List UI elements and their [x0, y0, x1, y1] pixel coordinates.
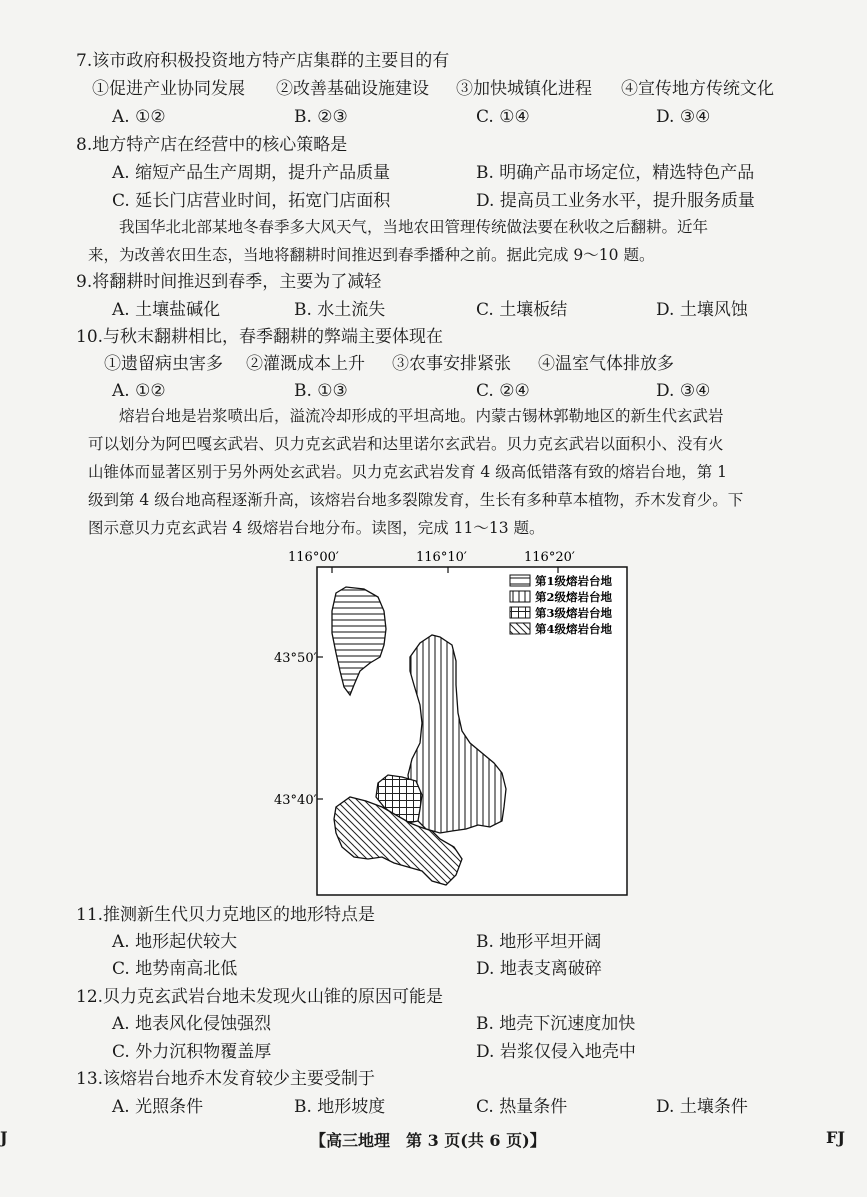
- q12-option-b: B. 地壳下沉速度加快: [476, 1014, 636, 1034]
- legend-swatch-level-2: [510, 591, 530, 602]
- q9-stem: 9.将翻耕时间推迟到春季，主要为了减轻: [76, 272, 382, 292]
- legend-label-level-2: 第2级熔岩台地: [535, 590, 613, 604]
- q7-option-b: B. ②③: [294, 107, 348, 127]
- legend-label-level-4: 第4级熔岩台地: [535, 622, 613, 636]
- footer-left-mark: J: [0, 1128, 8, 1147]
- q10-item-1: ①遗留病虫害多: [104, 354, 223, 374]
- q8-option-c: C. 延长门店营业时间，拓宽门店面积: [112, 191, 391, 211]
- passage-line: 山锥体而显著区别于另外两处玄武岩。贝力克玄武岩发育 4 级高低错落有致的熔岩台地，第 1: [88, 463, 728, 481]
- passage-line: 熔岩台地是岩浆喷出后，溢流冷却形成的平坦高地。内蒙古锡林郭勒地区的新生代玄武岩: [119, 407, 724, 425]
- q7-option-c: C. ①④: [476, 107, 530, 127]
- q9-option-d: D. 土壤风蚀: [656, 300, 748, 320]
- q7-option-d: D. ③④: [656, 107, 711, 127]
- q8-stem: 8.地方特产店在经营中的核心策略是: [76, 135, 348, 155]
- q11-option-c: C. 地势南高北低: [112, 959, 238, 979]
- passage-9-10: [88, 213, 788, 269]
- lat-label-1: 43°50′: [274, 651, 317, 666]
- legend-label-level-1: 第1级熔岩台地: [535, 574, 613, 588]
- legend-swatch-level-4: [510, 623, 530, 634]
- q8-option-a: A. 缩短产品生产周期，提升产品质量: [112, 163, 391, 183]
- q13-option-a: A. 光照条件: [112, 1097, 204, 1117]
- q9-option-a: A. 土壤盐碱化: [112, 300, 221, 320]
- q11-option-d: D. 地表支离破碎: [476, 959, 602, 979]
- q12-stem: 12.贝力克玄武岩台地未发现火山锥的原因可能是: [76, 987, 444, 1007]
- q10-stem: 10.与秋末翻耕相比，春季翻耕的弊端主要体现在: [76, 327, 444, 347]
- q10-option-c: C. ②④: [476, 381, 530, 401]
- lon-label-3: 116°20′: [524, 550, 575, 565]
- footer-right-mark: FJ: [826, 1128, 845, 1147]
- passage-line: 级到第 4 级台地高程逐渐升高，该熔岩台地多裂隙发育，生长有多种草本植物，乔木发育少。下: [88, 491, 744, 509]
- q10-option-d: D. ③④: [656, 381, 711, 401]
- q7-item-4: ④宣传地方传统文化: [621, 79, 774, 99]
- q12-option-c: C. 外力沉积物覆盖厚: [112, 1042, 272, 1062]
- q7-item-2: ②改善基础设施建设: [276, 79, 429, 99]
- q10-item-4: ④温室气体排放多: [538, 354, 674, 374]
- q11-option-b: B. 地形平坦开阔: [476, 932, 602, 952]
- q9-option-c: C. 土壤板结: [476, 300, 568, 320]
- q10-item-2: ②灌溉成本上升: [246, 354, 365, 374]
- q11-stem: 11.推测新生代贝力克地区的地形特点是: [76, 905, 376, 925]
- passage-line: 可以划分为阿巴嘎玄武岩、贝力克玄武岩和达里诺尔玄武岩。贝力克玄武岩以面积小、没有火: [88, 435, 724, 453]
- q10-option-a: A. ①②: [112, 381, 166, 401]
- q9-option-b: B. 水土流失: [294, 300, 386, 320]
- legend-label-level-3: 第3级熔岩台地: [535, 606, 613, 620]
- passage-line: 我国华北北部某地冬春季多大风天气，当地农田管理传统做法要在秋收之后翻耕。近年: [119, 218, 709, 236]
- legend-swatch-level-1: [510, 575, 530, 586]
- q13-option-b: B. 地形坡度: [294, 1097, 386, 1117]
- q7-stem: 7.该市政府积极投资地方特产店集群的主要目的有: [76, 51, 450, 71]
- q11-option-a: A. 地形起伏较大: [112, 932, 238, 952]
- q12-option-a: A. 地表风化侵蚀强烈: [112, 1014, 272, 1034]
- q7-item-1: ①促进产业协同发展: [92, 79, 245, 99]
- legend-swatch-level-3: [510, 607, 530, 618]
- q7-option-a: A. ①②: [112, 107, 166, 127]
- q12-option-d: D. 岩浆仅侵入地壳中: [476, 1042, 636, 1062]
- q10-option-b: B. ①③: [294, 381, 348, 401]
- lava-platform-map: [270, 545, 630, 900]
- q13-stem: 13.该熔岩台地乔木发育较少主要受制于: [76, 1069, 376, 1089]
- passage-11-13: [88, 402, 788, 542]
- map-svg: [270, 545, 630, 900]
- q8-option-d: D. 提高员工业务水平，提升服务质量: [476, 191, 755, 211]
- q13-option-d: D. 土壤条件: [656, 1097, 748, 1117]
- lon-label-2: 116°10′: [416, 550, 467, 565]
- lon-label-1: 116°00′: [288, 550, 339, 565]
- lat-label-2: 43°40′: [274, 793, 317, 808]
- q7-item-3: ③加快城镇化进程: [456, 79, 592, 99]
- q13-option-c: C. 热量条件: [476, 1097, 568, 1117]
- q10-item-3: ③农事安排紧张: [392, 354, 511, 374]
- q8-option-b: B. 明确产品市场定位，精选特色产品: [476, 163, 755, 183]
- passage-line: 来，为改善农田生态，当地将翻耕时间推迟到春季播种之前。据此完成 9～10 题。: [88, 246, 655, 264]
- passage-line: 图示意贝力克玄武岩 4 级熔岩台地分布。读图，完成 11～13 题。: [88, 519, 545, 537]
- footer-page-info: 【高三地理 第 3 页(共 6 页)】: [310, 1131, 546, 1150]
